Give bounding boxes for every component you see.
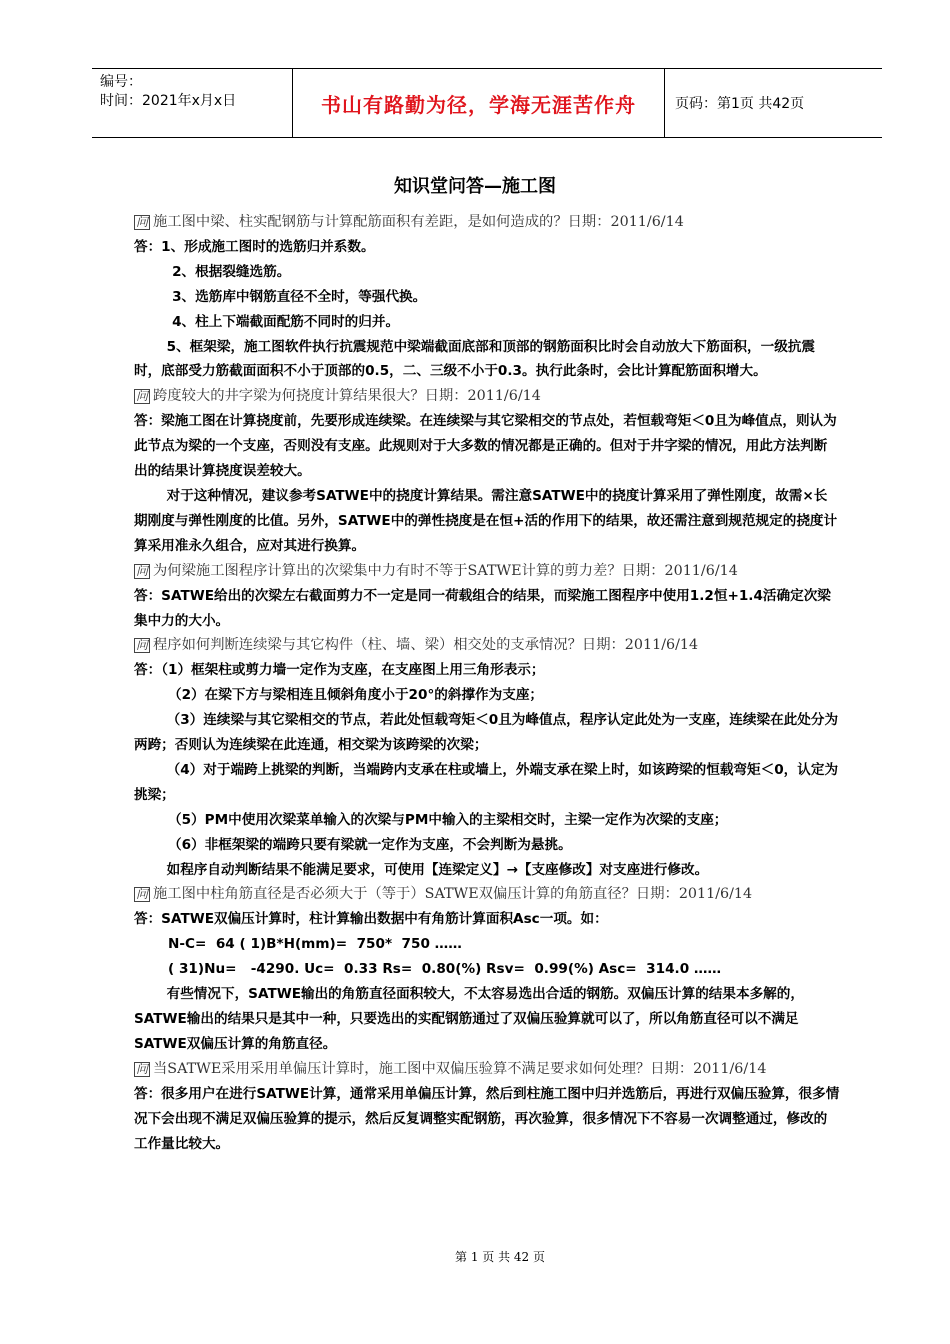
answer: （2）在梁下方与梁相连且倾斜角度小于20°的斜撑作为支座； — [168, 687, 544, 704]
question: 问 跨度较大的井字梁为何挠度计算结果很大？日期：2011/6/14 — [136, 388, 541, 405]
question-icon: 问 — [136, 887, 149, 902]
number-label: 编号： — [100, 74, 142, 90]
answer: 如程序自动判断结果不能满足要求，可使用【连梁定义】→【支座修改】对支座进行修改。 — [166, 861, 709, 878]
answer: 3、选筋库中钢筋直径不全时，等强代换。 — [172, 288, 427, 305]
answer: （3）连续梁与其它梁相交的节点，若此处恒载弯矩＜0且为峰值点，程序认定此处为一支座，连续梁在此处分为两跨；否则认为连续梁在此连通，相交梁为该跨梁的次梁； — [134, 712, 839, 754]
answer-data-line: N-C= 64 ( 1)B*H(mm)= 750* 750 …… — [168, 936, 462, 953]
answer: 对于这种情况，建议参考SATWE中的挠度计算结果。需注意SATWE中的挠度计算采用了弹性刚度，故需×长期刚度与弹性刚度的比值。另外，SATWE中的弹性挠度是在恒+活的作用下的结果，故还需注意到规范规定的挠度计算采用准永久组合，应对其进行换算。 — [134, 487, 838, 554]
answer: （6）非框架梁的端跨只要有梁就一定作为支座，不会判断为悬挑。 — [168, 836, 572, 853]
question-icon: 问 — [136, 563, 149, 578]
question-icon: 问 — [136, 215, 149, 229]
question: 问 当SATWE采用采用单偏压计算时，施工图中双偏压验算不满足要求如何处理？日期：2011/6/14 — [136, 1060, 767, 1077]
question: 问 施工图中梁、柱实配钢筋与计算配筋面积有差距，是如何造成的？日期：2011/6/14 — [136, 214, 684, 230]
question: 问 程序如何判断连续梁与其它构件（柱、墙、梁）相交处的支承情况？日期：2011/6/14 — [136, 637, 699, 654]
answer: （5）PM中使用次梁菜单输入的次梁与PM中输入的主梁相交时，主梁一定作为次梁的支座； — [168, 811, 728, 828]
answer: 4、柱上下端截面配筋不同时的归并。 — [172, 313, 400, 330]
answer: 答：梁施工图在计算挠度前，先要形成连续梁。在连续梁与其它梁相交的节点处，若恒载弯矩＜0且为峰值点，则认为此节点为梁的一个支座，否则没有支座。此规则对于大多数的情况都是正确的。但对于井字梁的情况，用此方法判断出的结果计算挠度误差较大。 — [134, 413, 837, 480]
answer: （4）对于端跨上挑梁的判断，当端跨内支承在柱或墙上，外端支承在梁上时，如该跨梁的恒载弯矩＜0，认定为挑梁； — [134, 761, 839, 803]
document-body — [134, 210, 840, 1156]
header-table — [92, 68, 882, 138]
question: 问 施工图中柱角筋直径是否必须大于（等于）SATWE双偏压计算的角筋直径？日期：2011/6/14 — [136, 886, 753, 903]
answer: 答：SATWE给出的次梁左右截面剪力不一定是同一荷载组合的结果，而梁施工图程序中使用1.2恒+1.4活确定次梁集中力的大小。 — [134, 587, 831, 629]
answer-data-line: ( 31)Nu= -4290. Uc= 0.33 Rs= 0.80(%) Rsv= 0.99(%) Asc= 314.0 …… — [168, 961, 722, 978]
answer: 答：很多用户在进行SATWE计算，通常采用单偏压计算，然后到柱施工图中归并选筋后，再进行双偏压验算，很多情况下会出现不满足双偏压验算的提示，然后反复调整实配钢筋，再次验算，很多情况下不容易一次调整通过，修改的工作量比较大。 — [134, 1085, 840, 1152]
header-motto-cell — [292, 69, 665, 137]
time-label: 时间：2021年x月x日 — [100, 93, 237, 109]
header-meta — [92, 69, 292, 137]
question-icon: 问 — [136, 389, 149, 404]
question-icon: 问 — [136, 1061, 149, 1076]
answer: 2、根据裂缝选筋。 — [172, 263, 291, 280]
answer: 5、框架梁，施工图软件执行抗震规范中梁端截面底部和顶部的钢筋面积比时会自动放大下筋面积，一级抗震时，底部受力筋截面面积不小于顶部的0.5，二、三级不小于0.3。执行此条时，会比计算配筋面积增大。 — [134, 338, 815, 380]
motto: 书山有路勤为径，学海无涯苦作舟 — [321, 92, 636, 117]
page-footer: 第 1 页 共 42 页 — [455, 1250, 545, 1264]
question-icon: 问 — [136, 638, 149, 653]
page-code: 页码：第1页 共42页 — [675, 96, 805, 112]
answer: 答：（1）框架柱或剪力墙一定作为支座，在支座图上用三角形表示； — [134, 662, 545, 679]
answer: 答：SATWE双偏压计算时，柱计算输出数据中有角筋计算面积Asc一项。如： — [134, 911, 608, 928]
page-title: 知识堂问答—施工图 — [394, 176, 556, 197]
answer: 答：1、形成施工图时的选筋归并系数。 — [134, 238, 375, 255]
question: 问 为何梁施工图程序计算出的次梁集中力有时不等于SATWE计算的剪力差？日期：2011/6/14 — [136, 562, 738, 579]
answer: 有些情况下，SATWE输出的角筋直径面积较大，不太容易选出合适的钢筋。双偏压计算的结果本多解的，SATWE输出的结果只是其中一种，只要选出的实配钢筋通过了双偏压验算就可以了，所以角筋直径可以不满足SATWE双偏压计算的角筋直径。 — [134, 986, 804, 1052]
